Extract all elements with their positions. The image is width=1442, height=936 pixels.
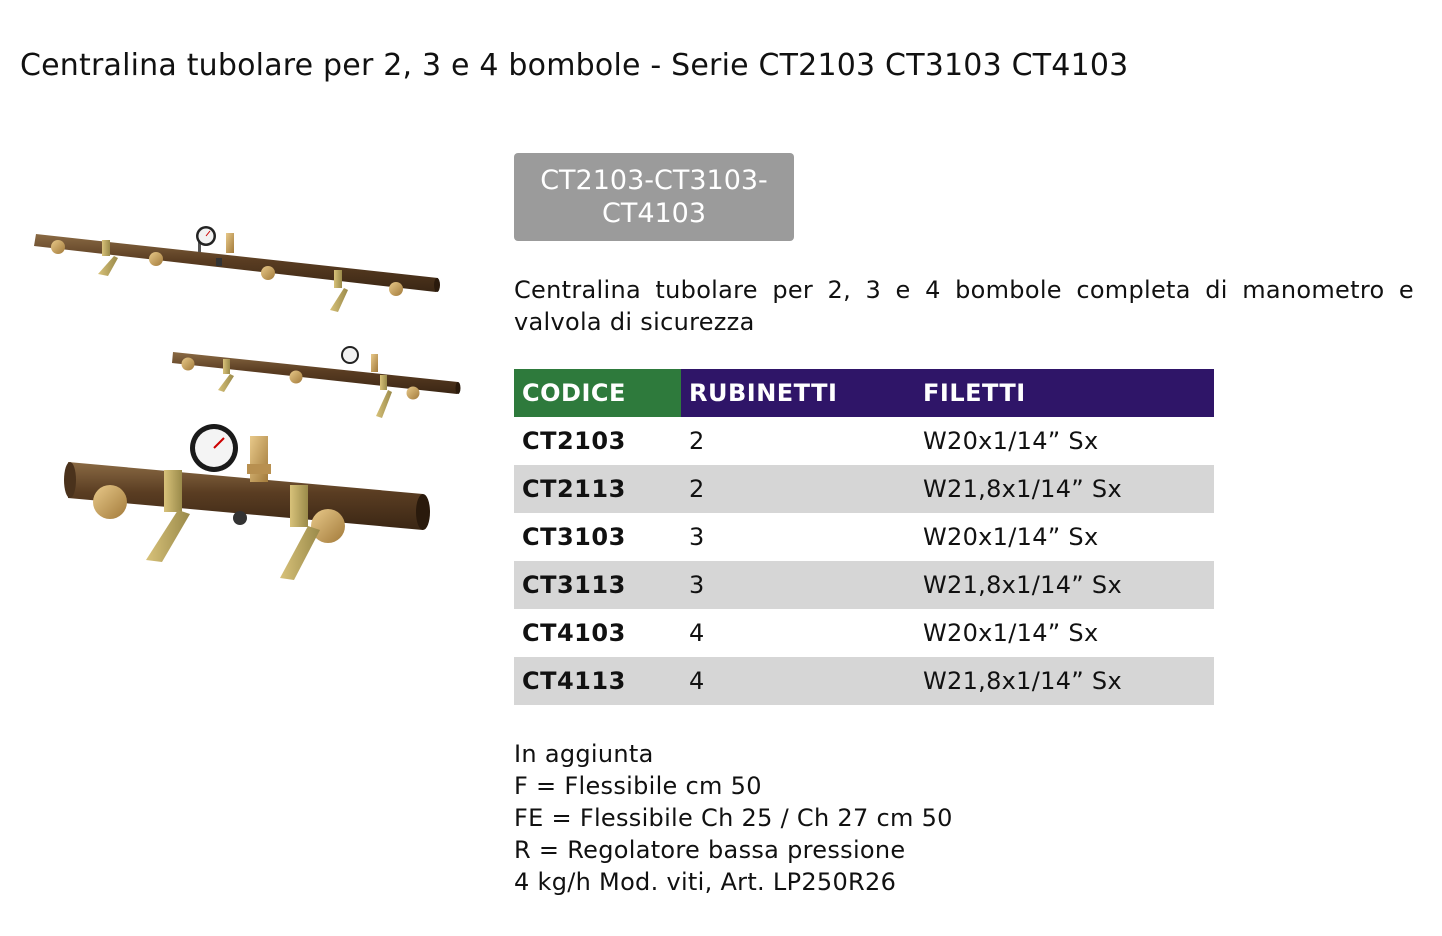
note-line: F = Flessibile cm 50 xyxy=(514,772,762,800)
note-line: FE = Flessibile Ch 25 / Ch 27 cm 50 xyxy=(514,804,953,832)
cell-codice: CT2103 xyxy=(522,427,626,455)
cell-filetti: W20x1/14” Sx xyxy=(923,427,1099,455)
table-row xyxy=(514,609,1214,657)
table-row xyxy=(514,417,1214,465)
product-description: Centralina tubolare per 2, 3 e 4 bombole completa di manometro e valvola di sicurezza xyxy=(514,276,1414,336)
note-line: R = Regolatore bassa pressione xyxy=(514,836,906,864)
notes-heading: In aggiunta xyxy=(514,740,654,768)
table-row xyxy=(514,513,1214,561)
manifold-medium xyxy=(172,346,461,418)
cell-rubinetti: 3 xyxy=(689,523,705,551)
cell-rubinetti: 3 xyxy=(681,561,915,609)
table-row xyxy=(514,657,1214,705)
header-codice: CODICE xyxy=(514,369,681,417)
badge-line-2: CT4103 xyxy=(601,198,707,229)
cell-filetti: W21,8x1/14” Sx xyxy=(915,657,1214,705)
table-row xyxy=(514,465,1214,513)
manifold-short xyxy=(64,424,430,580)
product-photo-manifolds xyxy=(28,200,468,600)
cell-filetti: W21,8x1/14” Sx xyxy=(915,465,1214,513)
cell-filetti: W20x1/14” Sx xyxy=(923,619,1099,647)
spec-table xyxy=(514,369,1214,705)
badge-line-1: CT2103-CT3103- xyxy=(540,165,768,196)
table-row xyxy=(514,561,1214,609)
cell-rubinetti: 4 xyxy=(681,657,915,705)
table-header-row xyxy=(514,369,1214,417)
cell-rubinetti: 2 xyxy=(681,465,915,513)
header-filetti: FILETTI xyxy=(915,369,1214,417)
cell-codice: CT4113 xyxy=(514,657,681,705)
manifold-long xyxy=(34,226,440,312)
cell-rubinetti: 2 xyxy=(689,427,705,455)
product-code-badge xyxy=(514,153,794,241)
cell-codice: CT2113 xyxy=(514,465,681,513)
cell-filetti: W21,8x1/14” Sx xyxy=(915,561,1214,609)
header-rubinetti: RUBINETTI xyxy=(681,369,915,417)
cell-codice: CT3103 xyxy=(522,523,626,551)
page-title: Centralina tubolare per 2, 3 e 4 bombole - Serie CT2103 CT3103 CT4103 xyxy=(20,48,1129,84)
note-line: 4 kg/h Mod. viti, Art. LP250R26 xyxy=(514,868,897,896)
additional-notes xyxy=(514,738,953,898)
cell-codice: CT3113 xyxy=(514,561,681,609)
cell-filetti: W20x1/14” Sx xyxy=(923,523,1099,551)
cell-codice: CT4103 xyxy=(522,619,626,647)
cell-rubinetti: 4 xyxy=(689,619,705,647)
